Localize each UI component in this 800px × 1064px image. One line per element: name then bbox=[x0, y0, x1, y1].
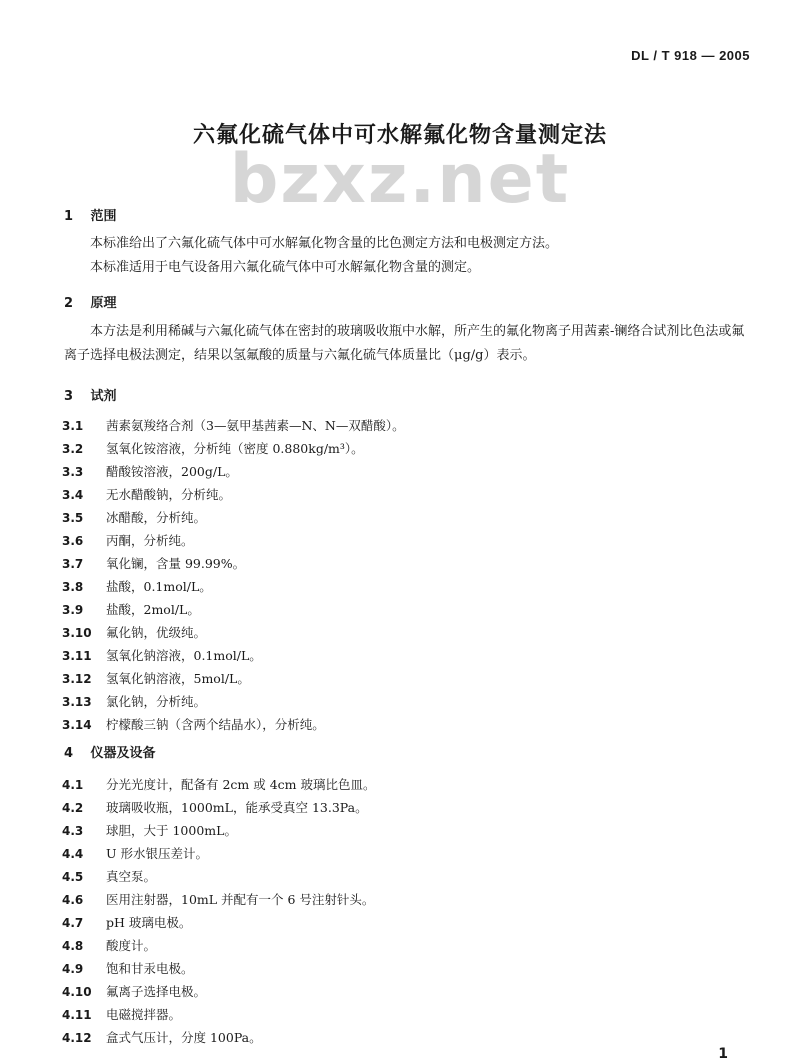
watermark: bzxz.net bbox=[229, 140, 571, 219]
standard-code: DL / T 918 — 2005 bbox=[631, 48, 750, 63]
section-2-heading bbox=[64, 292, 117, 311]
section-4-heading bbox=[64, 742, 156, 761]
list-item: 3.11 氢氧化钠溶液，0.1mol/L。 bbox=[62, 648, 262, 663]
section-1-paragraph-2: 本标准适用于电气设备用六氟化硫气体中可水解氟化物含量的测定。 bbox=[90, 260, 481, 275]
list-item: 3.1 茜素氨羧络合剂（3—氨甲基茜素—N、N—双醋酸）。 bbox=[62, 418, 405, 433]
list-item: 4.6 医用注射器，10mL 并配有一个 6 号注射针头。 bbox=[62, 892, 375, 907]
section-title: 试剂 bbox=[90, 389, 117, 404]
list-item: 4.4 U 形水银压差计。 bbox=[62, 846, 209, 861]
section-number: 1 bbox=[64, 209, 74, 224]
list-item: 3.2 氢氧化铵溶液，分析纯（密度 0.880kg/m³）。 bbox=[62, 441, 364, 456]
list-item: 4.9 饱和甘汞电极。 bbox=[62, 961, 194, 976]
section-number: 3 bbox=[64, 389, 74, 404]
list-item: 4.1 分光光度计，配备有 2cm 或 4cm 玻璃比色皿。 bbox=[62, 777, 376, 792]
list-item: 4.11 电磁搅拌器。 bbox=[62, 1007, 182, 1022]
section-title: 原理 bbox=[90, 296, 117, 311]
list-item: 4.2 玻璃吸收瓶，1000mL，能承受真空 13.3Pa。 bbox=[62, 800, 368, 815]
section-number: 2 bbox=[64, 296, 74, 311]
list-item: 4.12 盒式气压计，分度 100Pa。 bbox=[62, 1030, 262, 1045]
list-item: 4.7 pH 玻璃电极。 bbox=[62, 915, 192, 930]
section-1-heading bbox=[64, 205, 117, 224]
list-item: 3.3 醋酸铵溶液，200g/L。 bbox=[62, 464, 238, 479]
section-number: 4 bbox=[64, 746, 74, 761]
list-item: 3.13 氯化钠，分析纯。 bbox=[62, 694, 207, 709]
section-title: 范围 bbox=[90, 209, 117, 224]
list-item: 3.12 氢氧化钠溶液，5mol/L。 bbox=[62, 671, 250, 686]
list-item: 4.5 真空泵。 bbox=[62, 869, 157, 884]
list-item: 3.8 盐酸，0.1mol/L。 bbox=[62, 579, 212, 594]
list-item: 4.8 酸度计。 bbox=[62, 938, 157, 953]
list-item: 3.14 柠檬酸三钠（含两个结晶水），分析纯。 bbox=[62, 717, 325, 732]
page-number: 1 bbox=[718, 1046, 728, 1062]
section-1-paragraph-1: 本标准给出了六氟化硫气体中可水解氟化物含量的比色测定方法和电极测定方法。 bbox=[90, 236, 559, 251]
list-item: 3.9 盐酸，2mol/L。 bbox=[62, 602, 200, 617]
list-item: 4.3 球胆，大于 1000mL。 bbox=[62, 823, 237, 838]
section-3-heading bbox=[64, 385, 117, 404]
list-item: 3.5 冰醋酸，分析纯。 bbox=[62, 510, 207, 525]
list-item: 3.6 丙酮，分析纯。 bbox=[62, 533, 194, 548]
list-item: 3.4 无水醋酸钠，分析纯。 bbox=[62, 487, 232, 502]
section-2-paragraph: 本方法是利用稀碱与六氟化硫气体在密封的玻璃吸收瓶中水解，所产生的氟化物离子用茜素-镧络合试剂比色法或氟离子选择电极法测定，结果以氢氟酸的质量与六氟化硫气体质量比（μg/g）表示。 bbox=[64, 324, 745, 363]
list-item: 4.10 氟离子选择电极。 bbox=[62, 984, 207, 999]
section-title: 仪器及设备 bbox=[90, 746, 156, 761]
page-title: 六氟化硫气体中可水解氟化物含量测定法 bbox=[192, 123, 607, 148]
list-item: 3.10 氟化钠，优级纯。 bbox=[62, 625, 207, 640]
list-item: 3.7 氧化镧，含量 99.99%。 bbox=[62, 556, 246, 571]
